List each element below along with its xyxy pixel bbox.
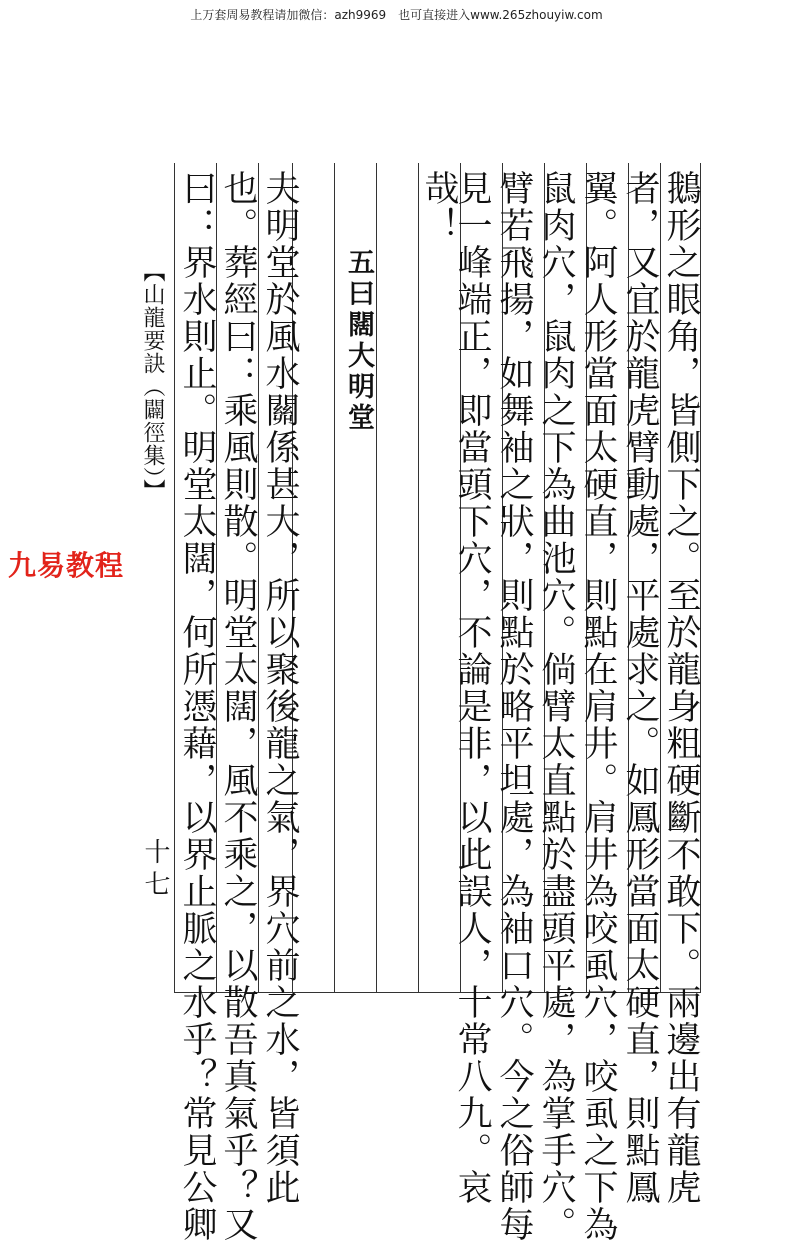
text-column-1: 鵝形之眼角，皆側下之。至於龍身粗硬斷不敢下。兩邊出有龍虎 [661,170,701,1206]
text-column-12: 也。葬經曰：乘風則散。明堂太闊，風不乘之，以散吾真氣乎？又 [218,170,258,1243]
section-heading: 五曰闊大明堂 [343,248,374,434]
column-divider [334,163,335,993]
text-column-2: 者，又宜於龍虎臂動處，平處求之。如鳳形當面太硬直，則點鳳 [620,170,660,1206]
column-divider [418,163,419,993]
brand-logo: 九易教程 [8,549,125,582]
text-column-4: 鼠肉穴，鼠肉之下為曲池穴。倘臂太直點於盡頭平處，為掌手穴。 [536,170,576,1243]
text-column-5: 臂若飛揚，如舞袖之狀，則點於略平坦處，為袖口穴。今之俗師每 [494,170,534,1243]
book-title: 【山龍要訣（闢徑集）】 [140,260,165,502]
text-column-7: 哉！ [419,170,459,244]
text-column-6: 見一峰端正，即當頭下穴，不論是非，以此誤人，十常八九。哀 [452,170,492,1206]
text-column-13: 曰：界水則止。明堂太闊，何所憑藉，以界止脈之水乎？常見公卿 [177,170,217,1243]
page-number: 十七 [140,838,170,902]
text-column-3: 翼。阿人形當面太硬直，則點在肩井。肩井為咬虱穴，咬虱之下為 [578,170,618,1243]
text-column-11: 夫明堂於風水關係甚大，所以聚後龍之氣，界穴前之水，皆須此 [260,170,300,1206]
watermark-header: 上万套周易教程请加微信：azh9969 也可直接进入www.265zhouyiw.com [190,8,603,22]
